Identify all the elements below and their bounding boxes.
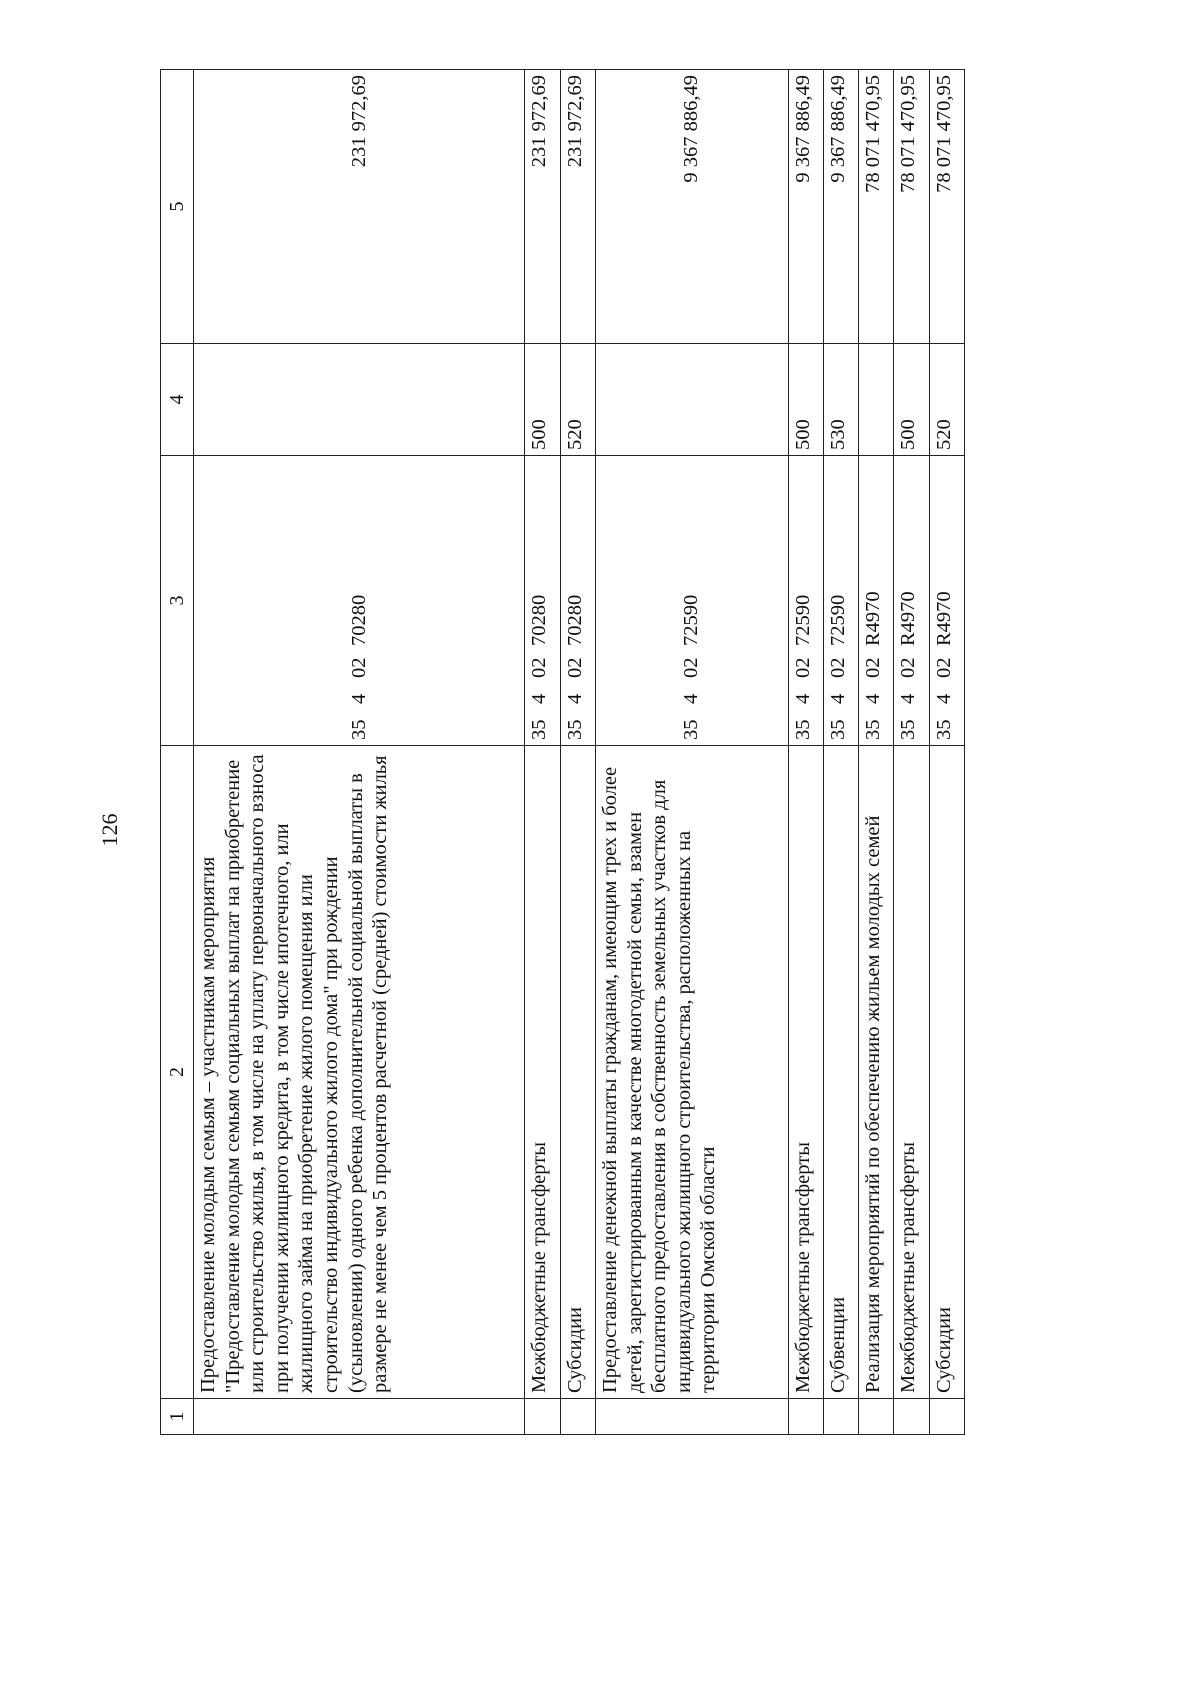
row-sum: 9 367 886,49 — [823, 70, 858, 344]
row-index-cell — [859, 1399, 894, 1435]
row-name: Межбюджетные трансферты — [788, 746, 823, 1399]
row-sum: 78 071 470,95 — [859, 70, 894, 344]
row-index-cell — [525, 1399, 560, 1435]
row-code: 35402R4970 — [929, 456, 964, 746]
row-type — [859, 344, 894, 456]
table-row — [194, 70, 525, 1435]
page-number: 126 — [97, 813, 122, 847]
table-row — [823, 70, 858, 1435]
row-code: 3540270280 — [194, 456, 525, 746]
budget-table — [160, 69, 965, 1435]
row-index-cell — [788, 1399, 823, 1435]
header-row — [161, 70, 194, 1435]
row-sum: 231 972,69 — [194, 70, 525, 344]
row-sum: 231 972,69 — [560, 70, 595, 344]
row-index-cell — [894, 1399, 929, 1435]
row-sum: 9 367 886,49 — [596, 70, 788, 344]
header-col-5: 5 — [161, 70, 194, 344]
row-index-cell — [596, 1399, 788, 1435]
row-name: Межбюджетные трансферты — [525, 746, 560, 1399]
row-name: Межбюджетные трансферты — [894, 746, 929, 1399]
table-row — [894, 70, 929, 1435]
row-code: 3540272590 — [823, 456, 858, 746]
row-type: 500 — [788, 344, 823, 456]
row-index-cell — [823, 1399, 858, 1435]
row-code: 35402R4970 — [894, 456, 929, 746]
row-index-cell — [929, 1399, 964, 1435]
row-type: 520 — [929, 344, 964, 456]
row-sum: 78 071 470,95 — [929, 70, 964, 344]
row-name: Предоставление молодым семьям – участникам мероприятия "Предоставление молодым семьям социальных выплат на приобретение или строительство жилья, в том числе на уплату первоначального взноса при получении жилищного кредита, в том числе ипотечного, или жилищного займа на приобретение жилого помещения или строительство индивидуального жилого дома" при рождении (усыновлении) одного ребенка дополнительной социальной выплаты в размере не менее чем 5 процентов расчетной (средней) стоимости жилья — [194, 746, 525, 1399]
row-sum: 78 071 470,95 — [894, 70, 929, 344]
table-row — [788, 70, 823, 1435]
row-index-cell — [560, 1399, 595, 1435]
row-type: 520 — [560, 344, 595, 456]
budget-table-rotated — [160, 70, 965, 1435]
table-row — [560, 70, 595, 1435]
row-code: 3540270280 — [525, 456, 560, 746]
table-row — [929, 70, 964, 1435]
row-type — [596, 344, 788, 456]
table-row — [525, 70, 560, 1435]
header-col-2: 2 — [161, 746, 194, 1399]
header-col-1: 1 — [161, 1399, 194, 1435]
table-row — [596, 70, 788, 1435]
row-code: 3540272590 — [596, 456, 788, 746]
row-sum: 9 367 886,49 — [788, 70, 823, 344]
row-name: Субвенции — [823, 746, 858, 1399]
row-code: 3540272590 — [788, 456, 823, 746]
header-col-3: 3 — [161, 456, 194, 746]
row-type — [194, 344, 525, 456]
header-col-4: 4 — [161, 344, 194, 456]
row-code: 35402R4970 — [859, 456, 894, 746]
row-name: Субсидии — [929, 746, 964, 1399]
row-index-cell — [194, 1399, 525, 1435]
row-name: Субсидии — [560, 746, 595, 1399]
row-type: 530 — [823, 344, 858, 456]
row-type: 500 — [525, 344, 560, 456]
row-code: 3540270280 — [560, 456, 595, 746]
row-sum: 231 972,69 — [525, 70, 560, 344]
row-type: 500 — [894, 344, 929, 456]
table-row — [859, 70, 894, 1435]
row-name: Реализация мероприятий по обеспечению жильем молодых семей — [859, 746, 894, 1399]
row-name: Предоставление денежной выплаты гражданам, имеющим трех и более детей, зарегистрированным в качестве многодетной семьи, взамен бесплатного предоставления в собственность земельных участков для индивидуального жилищного строительства, расположенных на территории Омской области — [596, 746, 788, 1399]
